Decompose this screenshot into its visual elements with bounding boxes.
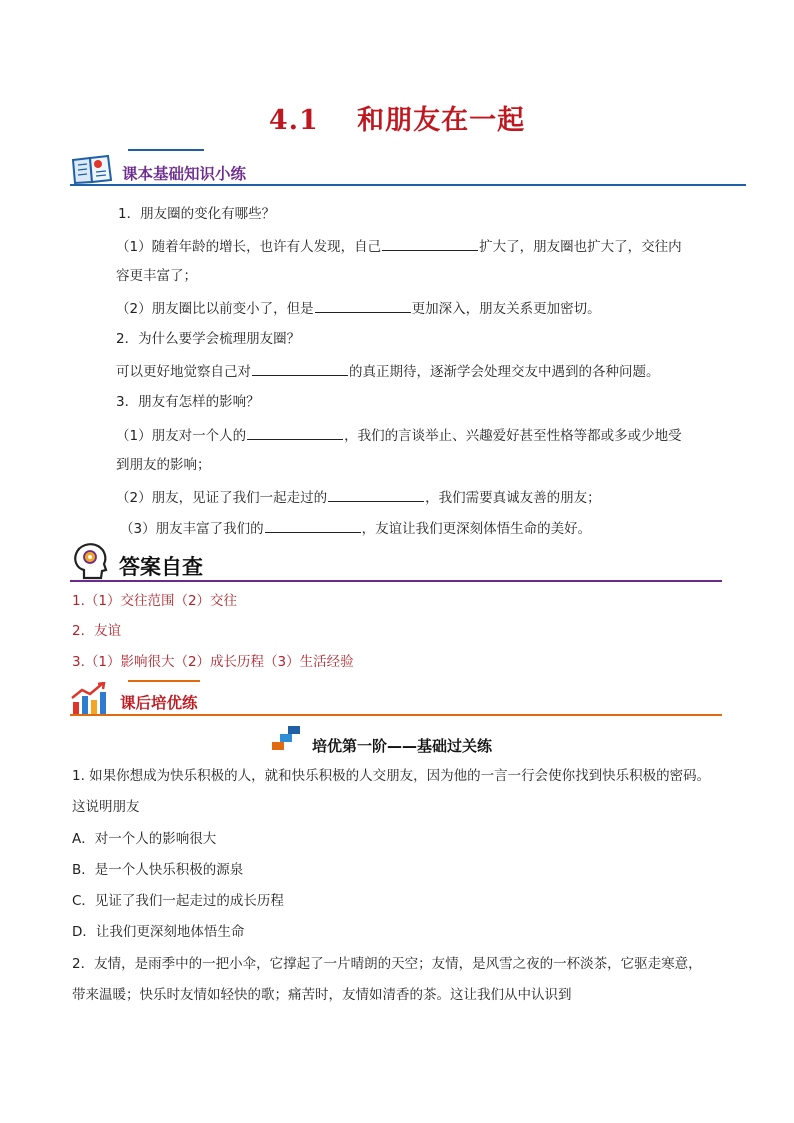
answer-blank[interactable] xyxy=(315,297,411,313)
question-line: 1. 如果你想成为快乐积极的人，就和快乐积极的人交朋友，因为他的一言一行会使你找到快乐积极的密码。 xyxy=(72,768,711,784)
head-gear-icon xyxy=(70,540,110,580)
page-title: 4.1 和朋友在一起 xyxy=(268,105,526,136)
line-text-after: ，我们需要真诚友善的朋友； xyxy=(425,490,601,506)
header-divider xyxy=(70,184,746,186)
section1-line xyxy=(116,360,660,382)
answer-line: 3.（1）影响很大（2）成长历程（3）生活经验 xyxy=(72,654,354,670)
question-line: 带来温暖；快乐时友情如轻快的歌；痛苦时，友情如清香的茶。这让我们从中认识到 xyxy=(72,987,572,1003)
header-accent-line xyxy=(128,680,200,682)
section1-line xyxy=(116,424,682,446)
line-text-after: 的真正期待，逐渐学会处理交友中遇到的各种问题。 xyxy=(349,364,660,380)
line-text-after: 扩大了，朋友圈也扩大了，交往内 xyxy=(479,239,682,255)
question-line: A．对一个人的影响很大 xyxy=(72,831,217,847)
section1-line: 到朋友的影响； xyxy=(116,457,211,473)
line-text-before: （2）朋友，见证了我们一起走过的 xyxy=(116,490,328,506)
line-text-after: ，友谊让我们更深刻体悟生命的美好。 xyxy=(361,521,592,537)
header-accent-line xyxy=(128,149,204,151)
section-title-practice: 课后培优练 xyxy=(120,694,198,712)
header-divider xyxy=(70,580,722,582)
subheading xyxy=(272,726,532,754)
line-text-before: （1）朋友对一个人的 xyxy=(116,428,247,444)
stairs-icon xyxy=(272,726,302,752)
section-header-textbook xyxy=(70,146,746,188)
section1-line: 1．朋友圈的变化有哪些？ xyxy=(118,206,276,222)
question-line: D．让我们更深刻地体悟生命 xyxy=(72,924,245,940)
section-title-answers: 答案自查 xyxy=(119,555,203,579)
line-text-before: （3）朋友丰富了我们的 xyxy=(120,521,264,537)
section1-line xyxy=(116,297,601,319)
answer-blank[interactable] xyxy=(382,235,478,251)
line-text-after: ，我们的言谈举止、兴趣爱好甚至性格等都或多或少地受 xyxy=(344,428,682,444)
section-header-practice xyxy=(70,678,722,718)
question-line: B．是一个人快乐积极的源泉 xyxy=(72,862,244,878)
line-text-after: 更加深入，朋友关系更加密切。 xyxy=(411,301,601,317)
question-line: C．见证了我们一起走过的成长历程 xyxy=(72,893,284,909)
answer-line: 2．友谊 xyxy=(72,623,122,639)
answer-blank[interactable] xyxy=(265,517,361,533)
line-text-before: 可以更好地觉察自己对 xyxy=(116,364,251,380)
section1-line: 2．为什么要学会梳理朋友圈？ xyxy=(116,331,301,347)
answer-blank[interactable] xyxy=(252,360,348,376)
line-text-before: （1）随着年龄的增长，也许有人发现，自己 xyxy=(116,239,382,255)
section-header-answers xyxy=(70,540,722,584)
header-divider xyxy=(70,714,722,716)
question-line: 这说明朋友 xyxy=(72,799,140,815)
book-icon xyxy=(70,152,114,186)
subheading-text: 培优第一阶——基础过关练 xyxy=(312,737,493,755)
answer-blank[interactable] xyxy=(328,486,424,502)
section1-line: 容更丰富了； xyxy=(116,268,197,284)
section1-line xyxy=(120,517,591,539)
section-title-textbook: 课本基础知识小练 xyxy=(122,165,247,183)
question-line: 2．友情，是雨季中的一把小伞，它撑起了一片晴朗的天空；友情，是风雪之夜的一杯淡茶，它驱走寒意， xyxy=(72,956,702,972)
line-text-before: （2）朋友圈比以前变小了，但是 xyxy=(116,301,314,317)
section1-line xyxy=(116,235,682,257)
bar-chart-icon xyxy=(70,682,108,714)
section1-line xyxy=(116,486,601,508)
section1-line: 3．朋友有怎样的影响？ xyxy=(116,394,260,410)
answer-blank[interactable] xyxy=(247,424,343,440)
answer-line: 1.（1）交往范围（2）交往 xyxy=(72,593,238,609)
